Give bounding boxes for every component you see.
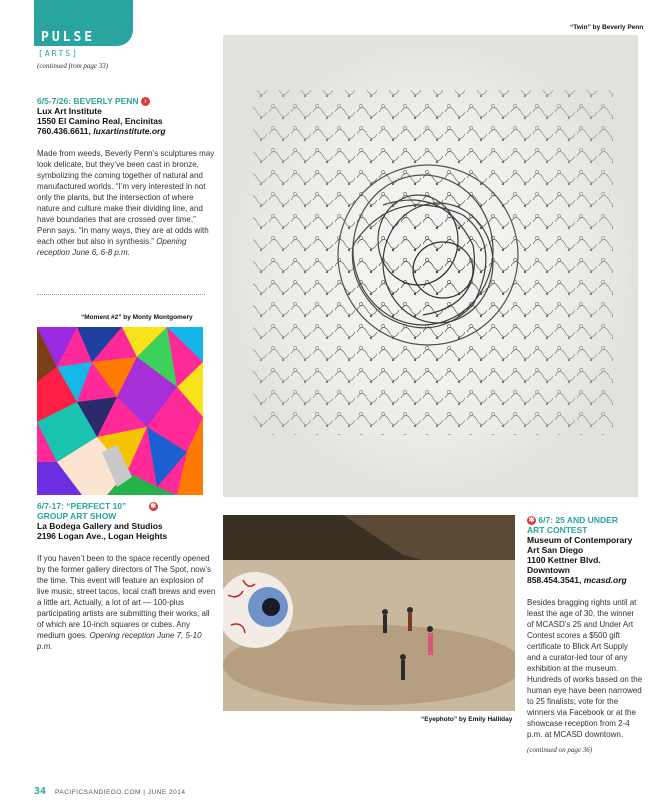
venue-contact — [37, 126, 215, 136]
venue-name: La Bodega Gallery and Studios — [37, 521, 163, 532]
event-25-and-under — [527, 515, 643, 754]
subsection-label: [ARTS] — [38, 49, 79, 58]
venue-address-line1: 1100 Kettner Blvd. — [527, 555, 601, 566]
event-heading-line2: GROUP ART SHOW — [37, 511, 117, 522]
event-heading — [37, 96, 215, 106]
venue-contact — [527, 575, 643, 585]
star-badge-icon: ✱ — [528, 517, 535, 525]
twin-caption: “Twin” by Beverly Penn — [570, 24, 644, 31]
event-heading-text: 6/5-7/26: BEVERLY PENN — [37, 96, 139, 106]
event-beverly-penn — [37, 96, 215, 258]
divider — [37, 294, 205, 295]
event-heading-line2: ART CONTEST — [527, 525, 588, 536]
event-heading — [37, 501, 217, 511]
venue-name-line1: Museum of Contemporary — [527, 535, 633, 546]
star-badge-icon: ✱ — [150, 503, 157, 511]
event-body: Besides bragging rights until at least the age of 30, the winner of MCASD’s 25 and Under Art Contest scores a $500 gift certificate to Blick Art Supply and a curator-led tour of any exhibition at the museum. Hundreds of works based on the human eye have been narrowed to 25 finalists; vote for the winners via Facebook or at the showcase reception from 2-4 p.m. at MCASD downtown. — [527, 598, 643, 740]
event-body: Made from weeds, Beverly Penn’s sculptures may look delicate, but they’ve been cast in bronze, symbolizing the coming together of natural and manufactured worlds. “I’m very interested in not only the plants, but the intersection of where nature and culture make their dividing line, and have boundaries that are crossed over time,” Penn says. “In many ways, they are at odds with each other but also in synthesis.” — [37, 149, 215, 247]
venue-phone: 858.454.3541, — [527, 575, 582, 586]
event-heading-text: 6/7: 25 AND UNDER — [538, 515, 618, 525]
event-reception: Opening reception June 7, 5-10 p.m. — [37, 631, 202, 652]
moment-caption: “Moment #2” by Monty Montgomery — [81, 314, 193, 321]
continued-from: (continued from page 33) — [37, 62, 109, 70]
event-perfect-10 — [37, 501, 217, 652]
eyephoto-caption: “Eyephoto” by Emily Halliday — [421, 716, 513, 723]
venue-address: 2196 Logan Ave., Logan Heights — [37, 531, 168, 542]
event-heading — [527, 515, 643, 525]
venue-name: Lux Art Institute — [37, 106, 102, 117]
event-body: If you haven’t been to the space recently opened by the former gallery directors of The Spot, now’s the time. This event will feature an explosion of live music, street tacos, local craft brews and even a little art. Actually, a lot of art — 100-plus participating artists are submitting their works, all of which are 10-inch squares or cubes. Any medium goes. — [37, 554, 216, 641]
arrow-right-icon: › — [141, 97, 150, 106]
page-number: 34 — [34, 786, 47, 797]
twin-artwork-image — [223, 35, 638, 497]
event-description — [37, 148, 215, 258]
eyephoto-image — [223, 515, 515, 711]
event-reception: Opening reception June 6, 6-8 p.m. — [37, 237, 187, 258]
venue-name-line2: Art San Diego — [527, 545, 584, 556]
continued-on: (continued on page 36) — [527, 746, 593, 755]
venue-address-line2: Downtown — [527, 565, 570, 576]
event-description — [37, 553, 217, 652]
footer-text: PACIFICSANDIEGO.COM | JUNE 2014 — [55, 789, 186, 796]
venue-website[interactable]: mcasd.org — [583, 575, 627, 586]
venue-address: 1550 El Camino Real, Encinitas — [37, 116, 163, 127]
event-heading-text: 6/7-17: “PERFECT 10” — [37, 501, 127, 511]
venue-phone: 760.436.6611, — [37, 126, 91, 137]
section-title: PULSE — [41, 30, 96, 45]
moment-artwork-image — [37, 327, 203, 495]
venue-website[interactable]: luxartinstitute.org — [93, 126, 166, 137]
